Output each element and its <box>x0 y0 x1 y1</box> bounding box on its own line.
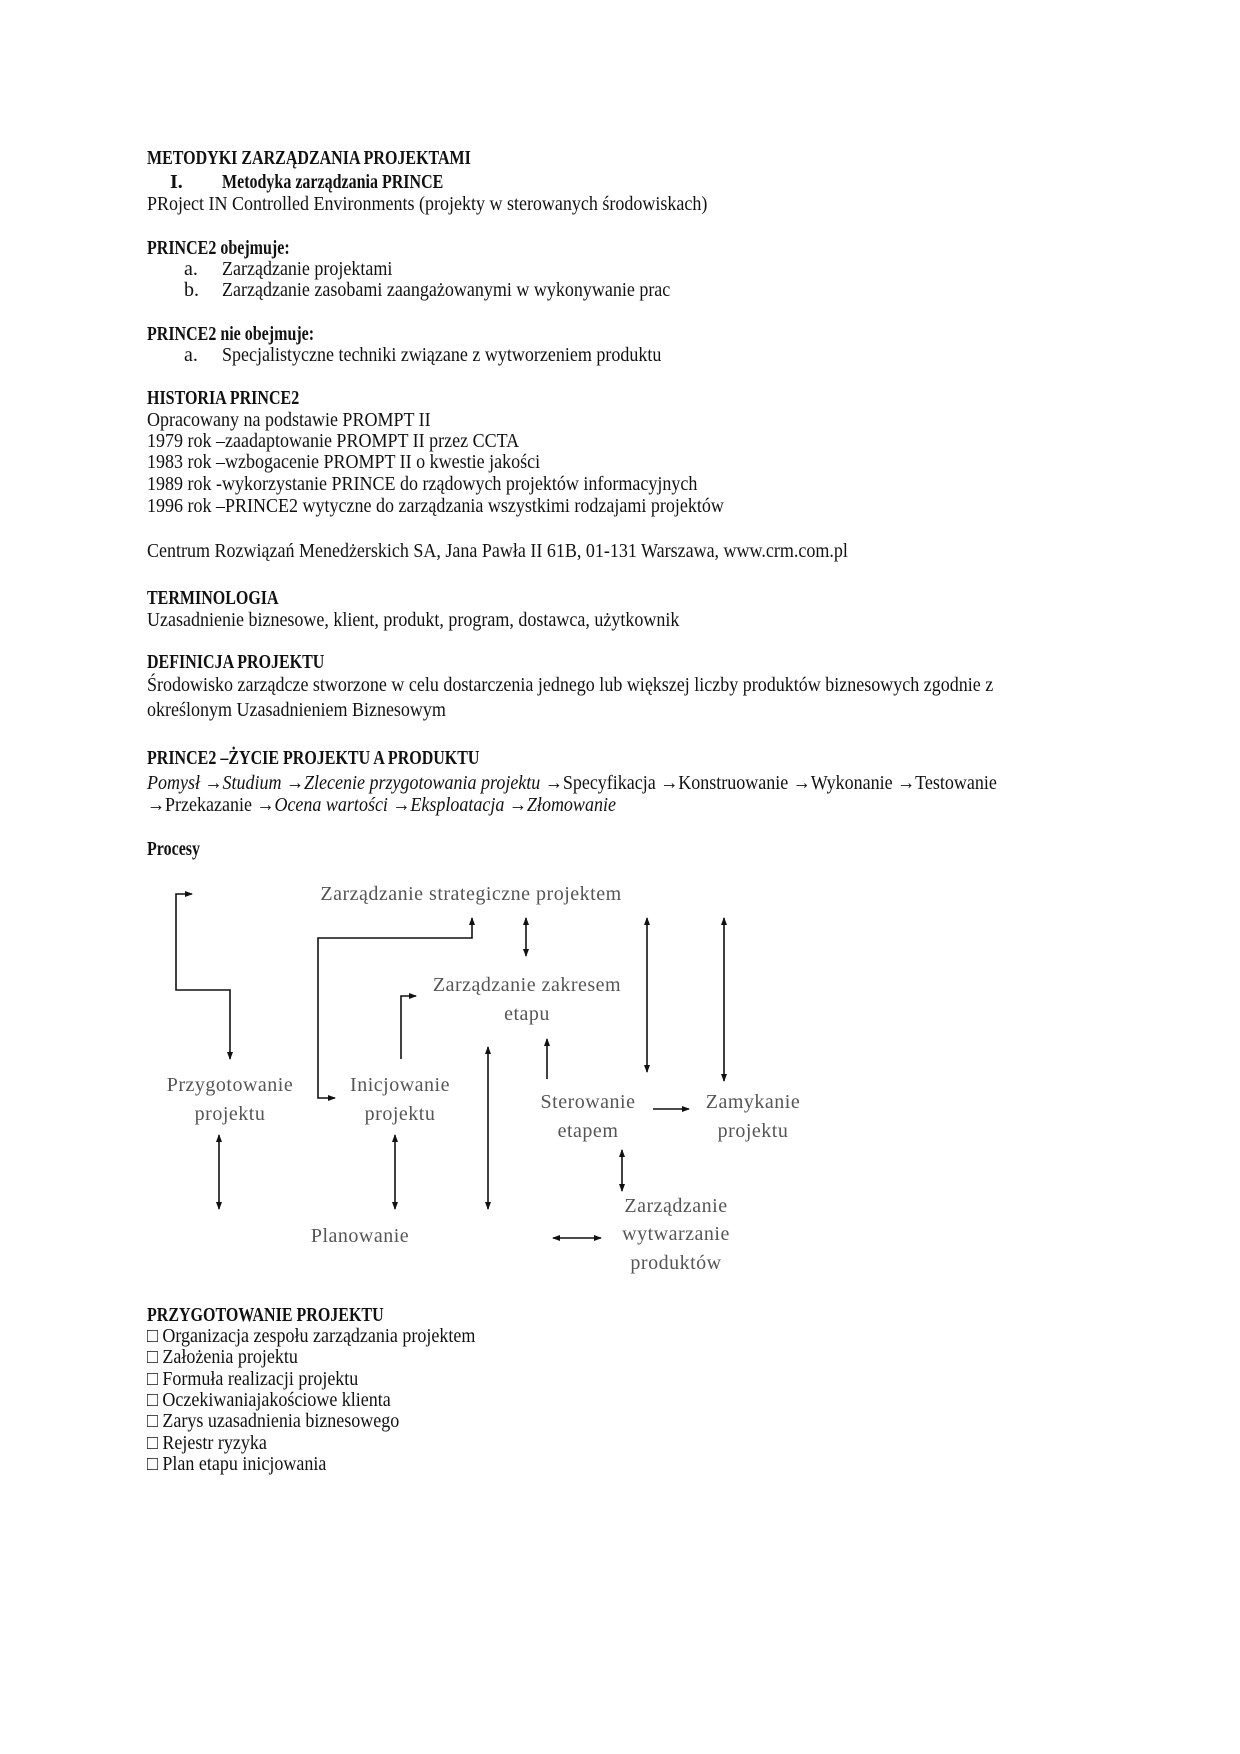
definition-line: określonym Uzasadnieniem Biznesowym <box>147 699 446 721</box>
preparation-heading: PRZYGOTOWANIE PROJEKTU <box>147 1304 384 1326</box>
history-line: 1996 rok –PRINCE2 wytyczne do zarządzania wszystkimi rodzajami projektów <box>147 495 724 517</box>
list-marker: a. <box>184 258 198 280</box>
lifecycle-step: →Ocena wartości <box>256 794 393 816</box>
section-number: I. <box>170 171 183 193</box>
preparation-item-text: Plan etapu inicjowania <box>162 1452 327 1475</box>
lifecycle-step: →Zlecenie przygotowania projektu <box>286 772 545 794</box>
preparation-item-text: Oczekiwaniajakościowe klienta <box>162 1388 391 1411</box>
node-products: Zarządzanie <box>624 1195 728 1217</box>
preparation-item <box>147 1325 475 1347</box>
lifecycle-step: →Złomowanie <box>508 794 616 816</box>
lifecycle-step: Pomysł <box>147 772 205 794</box>
checkbox-bullet-icon: □ <box>147 1367 163 1390</box>
lifecycle-step: →Konstruowanie <box>660 772 793 794</box>
source-line: Centrum Rozwiązań Menedżerskich SA, Jana Pawła II 61B, 01-131 Warszawa, www.crm.com.pl <box>147 540 848 562</box>
list-marker: a. <box>184 344 198 366</box>
checkbox-bullet-icon: □ <box>147 1325 163 1347</box>
excludes-heading: PRINCE2 nie obejmuje: <box>147 323 315 345</box>
lifecycle-step: →Testowanie <box>897 772 997 794</box>
preparation-item-text: Organizacja zespołu zarządzania projektem <box>162 1325 476 1347</box>
history-heading: HISTORIA PRINCE2 <box>147 387 300 409</box>
node-planning: Planowanie <box>310 1225 410 1247</box>
lifecycle-step: →Przekazanie <box>147 794 257 816</box>
node-close: Zamykanie <box>705 1091 801 1113</box>
lifecycle-step: →Studium <box>204 772 287 794</box>
node-scope: Zarządzanie zakresem <box>432 974 622 996</box>
list-item: Zarządzanie zasobami zaangażowanymi w wykonywanie prac <box>222 279 671 301</box>
preparation-item-text: Założenia projektu <box>162 1346 298 1369</box>
checkbox-bullet-icon: □ <box>147 1346 163 1369</box>
node-control: etapem <box>557 1120 619 1142</box>
connector-arrow <box>176 894 230 1059</box>
preparation-item <box>147 1410 399 1432</box>
lifecycle-heading: PRINCE2 –ŻYCIE PROJEKTU A PRODUKTU <box>147 747 480 769</box>
checkbox-bullet-icon: □ <box>147 1431 163 1454</box>
preparation-item <box>147 1389 391 1411</box>
lifecycle-step: →Wykonanie <box>792 772 898 794</box>
node-products: wytwarzanie <box>622 1223 730 1245</box>
terminology-heading: TERMINOLOGIA <box>147 587 279 609</box>
history-line: 1989 rok -wykorzystanie PRINCE do rządowych projektów informacyjnych <box>147 473 698 495</box>
node-prep: projektu <box>194 1103 266 1125</box>
preparation-item <box>147 1453 326 1475</box>
node-strategic: Zarządzanie strategiczne projektem <box>320 883 622 905</box>
includes-heading: PRINCE2 obejmuje: <box>147 237 290 259</box>
node-scope: etapu <box>504 1003 550 1025</box>
history-line: 1983 rok –wzbogacenie PROMPT II o kwestie jakości <box>147 451 541 473</box>
checkbox-bullet-icon: □ <box>147 1452 163 1475</box>
lifecycle-step: →Eksploatacja <box>392 794 509 816</box>
node-init: projektu <box>364 1103 436 1125</box>
list-item: Zarządzanie projektami <box>222 258 393 280</box>
list-marker: b. <box>184 279 199 301</box>
history-line: Opracowany na podstawie PROMPT II <box>147 409 431 431</box>
node-products: produktów <box>630 1252 722 1274</box>
checkbox-bullet-icon: □ <box>147 1388 163 1411</box>
connector-arrow <box>401 996 416 1059</box>
connector-arrow <box>318 918 472 1098</box>
checkbox-bullet-icon: □ <box>147 1410 163 1433</box>
document-title: METODYKI ZARZĄDZANIA PROJEKTAMI <box>147 147 471 169</box>
preparation-item <box>147 1368 358 1390</box>
preparation-item-text: Formuła realizacji projektu <box>162 1367 359 1390</box>
node-close: projektu <box>717 1120 789 1142</box>
list-item: Specjalistyczne techniki związane z wytworzeniem produktu <box>222 344 662 366</box>
preparation-item-text: Rejestr ryzyka <box>162 1431 267 1454</box>
preparation-item <box>147 1432 267 1454</box>
node-prep: Przygotowanie <box>166 1074 294 1096</box>
node-control: Sterowanie <box>540 1091 636 1113</box>
section-subtitle: PRoject IN Controlled Environments (projekty w sterowanych środowiskach) <box>147 193 708 215</box>
terminology-text: Uzasadnienie biznesowe, klient, produkt, program, dostawca, użytkownik <box>147 609 680 631</box>
history-line: 1979 rok –zaadaptowanie PROMPT II przez CCTA <box>147 430 520 452</box>
node-init: Inicjowanie <box>350 1074 450 1096</box>
definition-heading: DEFINICJA PROJEKTU <box>147 651 325 673</box>
lifecycle-step: →Specyfikacja <box>544 772 661 794</box>
processes-heading: Procesy <box>147 838 201 860</box>
definition-line: Środowisko zarządcze stworzone w celu dostarczenia jednego lub większej liczby produktów biznesowych zgodnie z <box>147 674 994 696</box>
preparation-item-text: Zarys uzasadnienia biznesowego <box>162 1410 400 1433</box>
section-heading: Metodyka zarządzania PRINCE <box>222 171 444 193</box>
preparation-item <box>147 1346 298 1368</box>
